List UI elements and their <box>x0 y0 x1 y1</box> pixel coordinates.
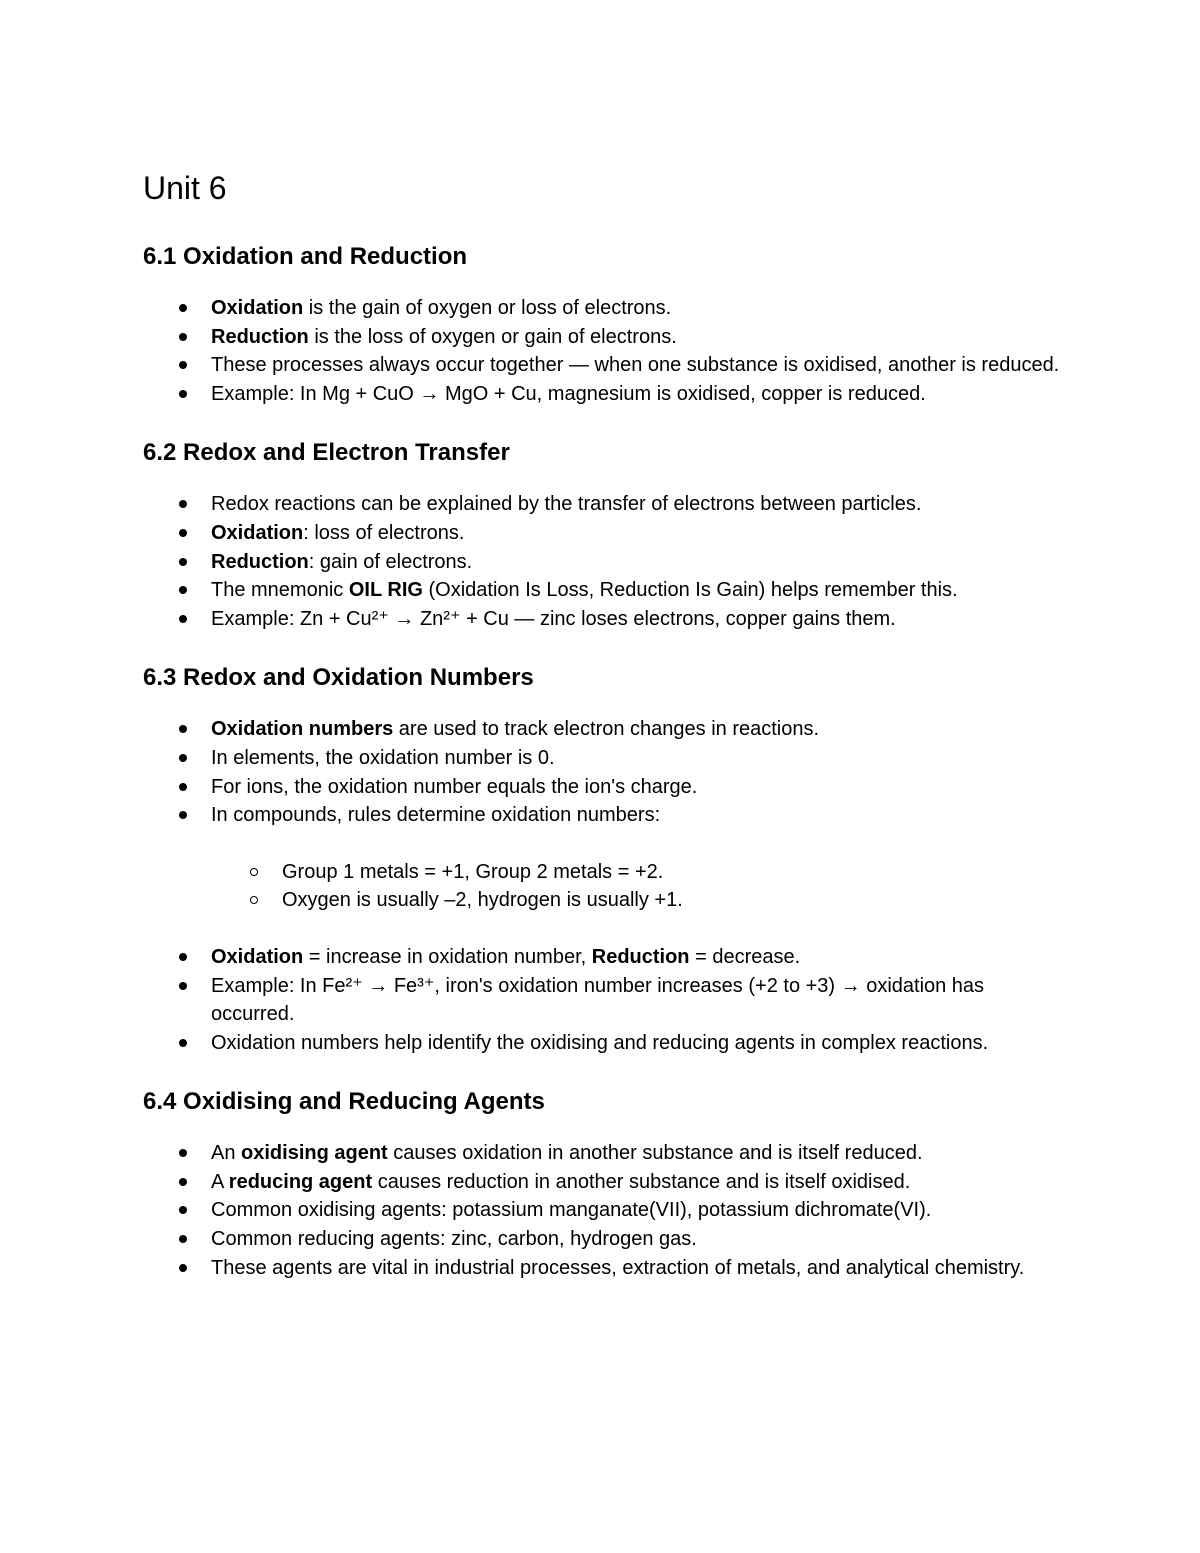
bold-term: Oxidation <box>211 521 304 544</box>
item-text: Example: In Fe²⁺ → Fe³⁺, iron's oxidation number increases (+2 to +3) → oxidation has occurred. <box>211 974 985 1026</box>
item-text: : loss of electrons. <box>303 521 465 544</box>
list-item <box>143 519 1063 548</box>
list-item <box>143 1168 1063 1197</box>
list-item <box>143 576 1063 605</box>
item-text: Example: Zn + Cu²⁺ → Zn²⁺ + Cu — zinc loses electrons, copper gains them. <box>211 607 896 630</box>
item-text: In elements, the oxidation number is 0. <box>211 746 555 769</box>
list-item <box>143 380 1063 409</box>
item-text: is the gain of oxygen or loss of electrons. <box>303 297 672 319</box>
list-item <box>143 351 1063 380</box>
bold-term: Reduction <box>211 550 309 573</box>
list-item <box>143 1196 1063 1225</box>
item-text: These processes always occur together — when one substance is oxidised, another is reduced. <box>211 354 1060 377</box>
sub-bullet-list-6-3 <box>143 830 1063 943</box>
item-text: = decrease. <box>689 945 801 968</box>
item-text: causes reduction in another substance and is itself oxidised. <box>372 1170 911 1193</box>
list-item <box>143 605 1063 634</box>
bold-term: Oxidation <box>211 945 304 968</box>
list-item <box>143 323 1063 352</box>
section-heading-6-4: 6.4 Oxidising and Reducing Agents <box>143 1088 545 1116</box>
item-text: A <box>211 1170 229 1193</box>
sub-list-item: Oxygen is usually –2, hydrogen is usually +1. <box>143 886 1063 915</box>
item-text: causes oxidation in another substance and is itself reduced. <box>387 1142 923 1165</box>
item-text: = increase in oxidation number, <box>303 945 592 968</box>
bullet-list-6-3 <box>143 715 1063 829</box>
list-item <box>143 1225 1063 1254</box>
bullet-list-6-1 <box>143 294 1063 408</box>
list-item <box>143 1139 1063 1168</box>
bold-term: Reduction <box>591 945 690 968</box>
item-text: are used to track electron changes in reactions. <box>393 718 820 741</box>
list-item <box>143 490 1063 519</box>
item-text: (Oxidation Is Loss, Reduction Is Gain) helps remember this. <box>422 579 958 602</box>
item-text: These agents are vital in industrial processes, extraction of metals, and analytical chemistry. <box>211 1256 1025 1279</box>
list-item <box>143 972 1063 1029</box>
item-text: is the loss of oxygen or gain of electrons. <box>308 325 677 348</box>
list-item <box>143 744 1063 773</box>
bullet-list-6-3-continued <box>143 943 1063 1057</box>
item-text: Example: In Mg + CuO → MgO + Cu, magnesium is oxidised, copper is reduced. <box>211 382 926 405</box>
item-text: : gain of electrons. <box>308 550 473 573</box>
list-item <box>143 715 1063 744</box>
list-item <box>143 773 1063 802</box>
list-item <box>143 1254 1063 1283</box>
sub-list-item: Group 1 metals = +1, Group 2 metals = +2. <box>143 858 1063 887</box>
section-heading-6-2: 6.2 Redox and Electron Transfer <box>143 439 510 467</box>
item-text: For ions, the oxidation number equals the ion's charge. <box>211 775 698 798</box>
section-heading-6-3: 6.3 Redox and Oxidation Numbers <box>143 664 534 692</box>
bold-term: Oxidation numbers <box>211 718 394 741</box>
bold-term: OIL RIG <box>348 579 423 602</box>
bullet-list-6-2 <box>143 490 1063 633</box>
bold-term: oxidising agent <box>241 1142 388 1165</box>
bold-term: reducing agent <box>228 1170 373 1193</box>
bullet-list-6-4 <box>143 1139 1063 1282</box>
bold-term: Oxidation <box>211 297 304 319</box>
list-item <box>143 548 1063 577</box>
document-page <box>143 168 1063 1312</box>
item-text: Redox reactions can be explained by the transfer of electrons between particles. <box>211 493 922 516</box>
list-item <box>143 801 1063 830</box>
item-text: Oxidation numbers help identify the oxidising and reducing agents in complex reactions. <box>211 1031 989 1054</box>
page-title: Unit 6 <box>143 170 227 206</box>
item-text: An <box>211 1142 242 1165</box>
item-text: In compounds, rules determine oxidation numbers: <box>211 804 661 827</box>
bold-term: Reduction <box>211 325 309 348</box>
item-text: Common reducing agents: zinc, carbon, hydrogen gas. <box>211 1228 697 1251</box>
list-item <box>143 1029 1063 1058</box>
list-item <box>143 294 1063 323</box>
item-text: The mnemonic <box>211 579 349 602</box>
item-text: Common oxidising agents: potassium manganate(VII), potassium dichromate(VI). <box>211 1199 932 1222</box>
list-item <box>143 943 1063 972</box>
section-heading-6-1: 6.1 Oxidation and Reduction <box>143 243 468 270</box>
